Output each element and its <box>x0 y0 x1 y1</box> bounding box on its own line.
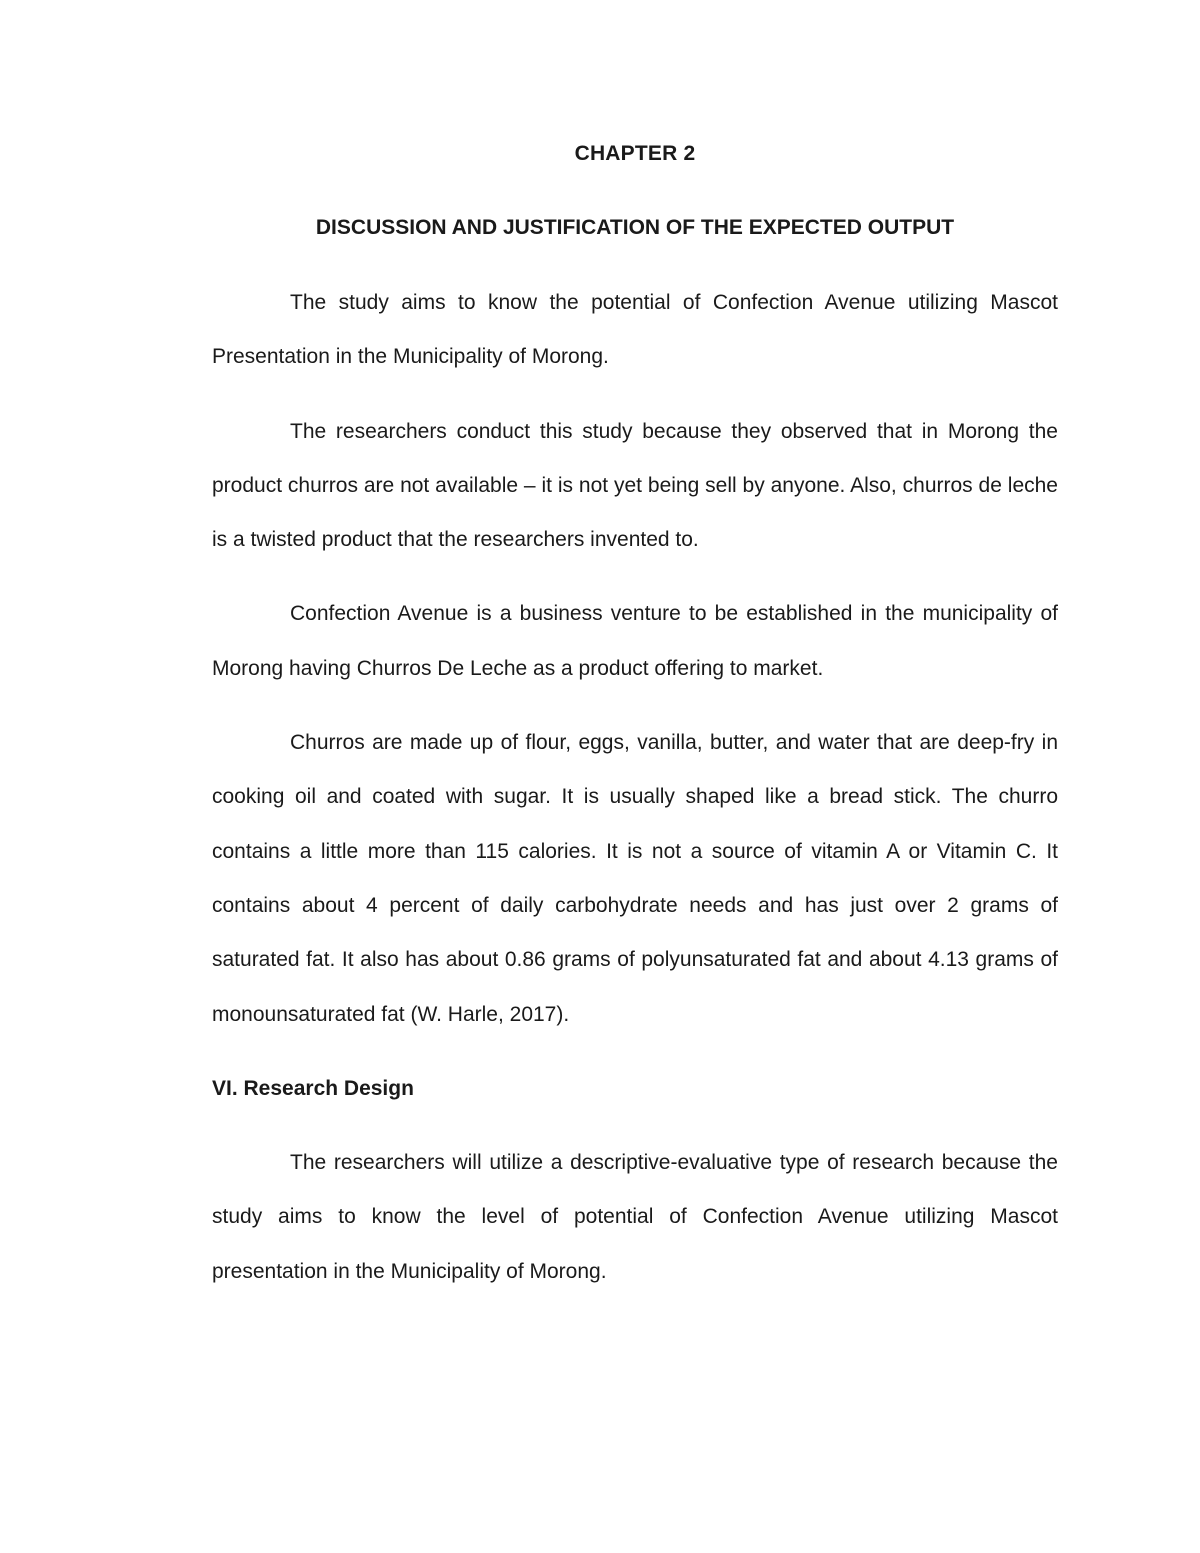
paragraph-observation: The researchers conduct this study because they observed that in Morong the product churros are not available – it is not yet being sell by anyone. Also, churros de leche is a twisted product that the researchers invented to. <box>212 419 1058 552</box>
section-heading: DISCUSSION AND JUSTIFICATION OF THE EXPECTED OUTPUT <box>315 216 955 239</box>
paragraph-study-aims: The study aims to know the potential of Confection Avenue utilizing Mascot Presentation in the Municipality of Morong. <box>212 291 1058 369</box>
paragraph-business-venture: Confection Avenue is a business venture to be established in the municipality of Morong having Churros De Leche as a product offering to market. <box>212 602 1058 680</box>
research-design-heading: VI. Research Design <box>212 1076 414 1100</box>
paragraph-churros-nutrition: Churros are made up of flour, eggs, vanilla, butter, and water that are deep-fry in cooking oil and coated with sugar. It is usually shaped like a bread stick. The churro contains a little more than 115 calories. It is not a source of vitamin A or Vitamin C. It contains about 4 percent of daily carbohydrate needs and has just over 2 grams of saturated fat. It also has about 0.86 grams of polyunsaturated fat and about 4.13 grams of monounsaturated fat (W. Harle, 2017). <box>212 731 1058 1026</box>
paragraph-research-design: The researchers will utilize a descriptive-evaluative type of research because the study aims to know the level of potential of Confection Avenue utilizing Mascot presentation in the Municipality of Morong. <box>212 1151 1058 1283</box>
document-body <box>212 276 1058 1299</box>
chapter-title: CHAPTER 2 <box>574 142 696 165</box>
